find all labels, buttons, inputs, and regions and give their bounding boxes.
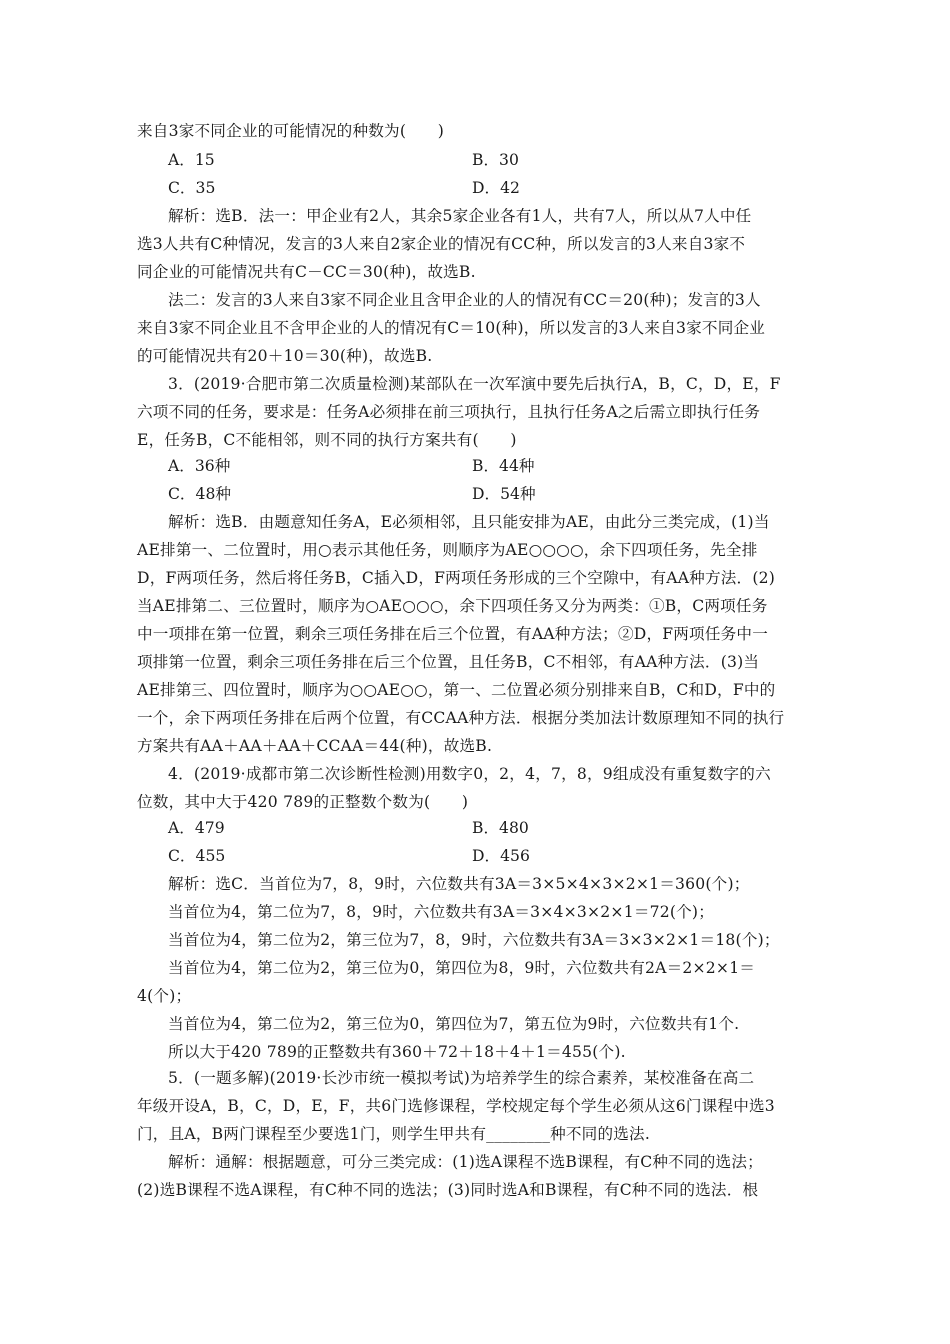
text-line: AE排第一、二位置时，用○表示其他任务，则顺序为AE○○○○，余下四项任务，先全排 (137, 541, 758, 559)
text-line: 当AE排第二、三位置时，顺序为○AE○○○，余下四项任务又分为两类：①B，C两项任务 (137, 597, 768, 615)
option-b: B．44种 (472, 457, 535, 475)
text-line: 同企业的可能情况共有C－CC＝30(种)，故选B. (137, 263, 476, 281)
text-line: 位数，其中大于420 789的正整数个数为( ) (137, 793, 469, 811)
text-line: D，F两项任务，然后将任务B，C插入D，F两项任务形成的三个空隙中，有AA种方法．(2) (137, 569, 776, 587)
question-5: 5．(一题多解)(2019·长沙市统一模拟考试)为培养学生的综合素养，某校准备在高二 (168, 1069, 755, 1087)
text-line: 所以大于420 789的正整数共有360＋72＋18＋4＋1＝455(个). (168, 1043, 626, 1061)
option-d: D．54种 (472, 485, 536, 503)
text-line: 法二：发言的3人来自3家不同企业且含甲企业的人的情况有CC＝20(种)；发言的3人 (168, 291, 761, 309)
question-3: 3．(2019·合肥市第二次质量检测)某部队在一次军演中要先后执行A，B，C，D，E，F (168, 375, 781, 393)
text-line: 解析：选B．法一：甲企业有2人，其余5家企业各有1人，共有7人，所以从7人中任 (168, 207, 752, 225)
text-line: 来自3家不同企业的可能情况的种数为( ) (137, 122, 444, 140)
text-line: 4(个)； (137, 987, 192, 1005)
option-c: C．35 (168, 179, 216, 197)
option-c: C．455 (168, 847, 226, 865)
text-line: 当首位为4，第二位为2，第三位为0，第四位为7，第五位为9时，六位数共有1个. (168, 1015, 740, 1033)
text-line: 当首位为4，第二位为7，8，9时，六位数共有3A＝3×4×3×2×1＝72(个)； (168, 903, 715, 921)
text-line: 当首位为4，第二位为2，第三位为0，第四位为8，9时，六位数共有2A＝2×2×1＝ (168, 959, 756, 977)
question-4: 4．(2019·成都市第二次诊断性检测)用数字0，2，4，7，8，9组成没有重复数字的六 (168, 765, 771, 783)
text-line: AE排第三、四位置时，顺序为○○AE○○，第一、二位置必须分别排来自B，C和D，F中的 (137, 681, 776, 699)
text-line: 选3人共有C种情况，发言的3人来自2家企业的情况有CC种，所以发言的3人来自3家不 (137, 235, 746, 253)
text-line: 年级开设A，B，C，D，E，F，共6门选修课程，学校规定每个学生必须从这6门课程中选3 (137, 1097, 775, 1115)
option-a: A．36种 (168, 457, 231, 475)
option-b: B．30 (472, 151, 519, 169)
option-a: A．479 (168, 819, 225, 837)
text-line: (2)选B课程不选A课程，有C种不同的选法；(3)同时选A和B课程，有C种不同的选法．根 (137, 1181, 759, 1199)
option-a: A．15 (168, 151, 215, 169)
option-b: B．480 (472, 819, 529, 837)
text-line: 当首位为4，第二位为2，第三位为7，8，9时，六位数共有3A＝3×3×2×1＝18(个)； (168, 931, 780, 949)
text-line: 项排第一位置，剩余三项任务排在后三个位置，且任务B，C不相邻，有AA种方法．(3)当 (137, 653, 760, 671)
text-line: 来自3家不同企业且不含甲企业的人的情况有C＝10(种)，所以发言的3人来自3家不同企业 (137, 319, 766, 337)
text-line: 解析：通解：根据题意，可分三类完成：(1)选A课程不选B课程，有C种不同的选法； (168, 1153, 763, 1171)
option-d: D．42 (472, 179, 520, 197)
text-line: 解析：选C．当首位为7，8，9时，六位数共有3A＝3×5×4×3×2×1＝360(个)； (168, 875, 750, 893)
text-line: 解析：选B．由题意知任务A，E必须相邻，且只能安排为AE，由此分三类完成，(1)当 (168, 513, 770, 531)
text-line: 门，且A，B两门课程至少要选1门，则学生甲共有________种不同的选法. (137, 1125, 651, 1143)
text-line: 方案共有AA＋AA＋AA＋CCAA＝44(种)，故选B. (137, 737, 493, 755)
text-line: 的可能情况共有20＋10＝30(种)，故选B. (137, 347, 433, 365)
text-line: 中一项排在第一位置，剩余三项任务排在后三个位置，有AA种方法；②D，F两项任务中一 (137, 625, 769, 643)
option-c: C．48种 (168, 485, 231, 503)
text-line: E，任务B，C不能相邻，则不同的执行方案共有( ) (137, 431, 517, 449)
text-line: 一个，余下两项任务排在后两个位置，有CCAA种方法．根据分类加法计数原理知不同的执行 (137, 709, 785, 727)
text-line: 六项不同的任务，要求是：任务A必须排在前三项执行，且执行任务A之后需立即执行任务 (137, 403, 761, 421)
option-d: D．456 (472, 847, 530, 865)
